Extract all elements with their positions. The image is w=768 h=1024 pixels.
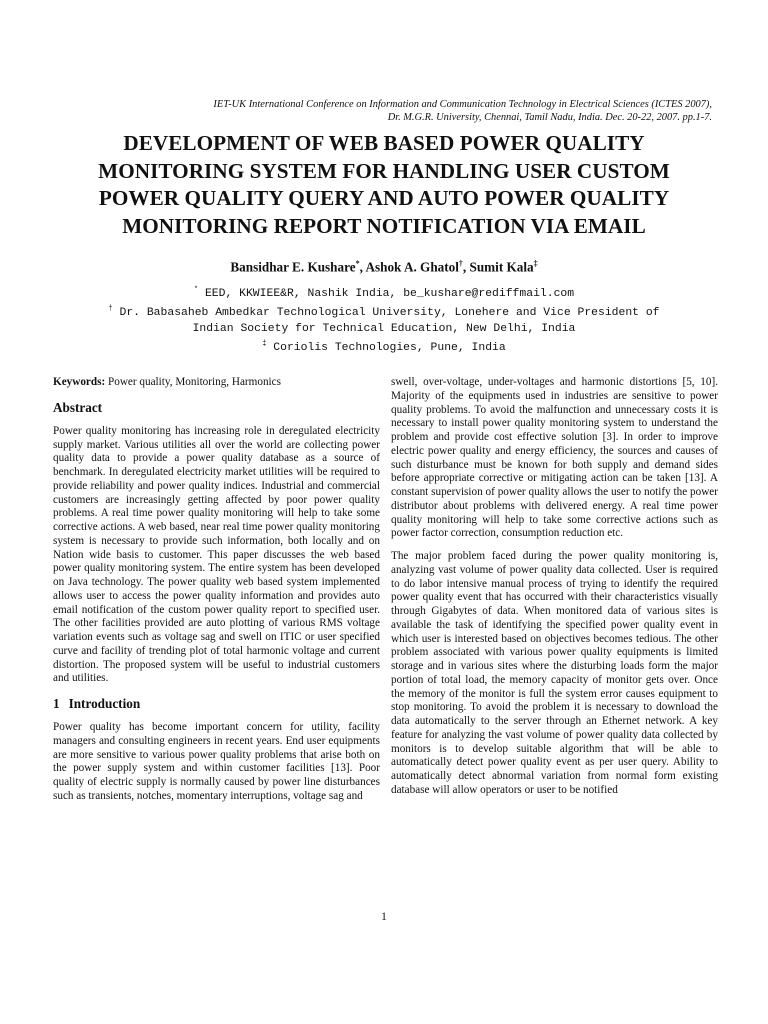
page-number: 1 xyxy=(381,911,387,923)
conference-line-1: IET-UK International Conference on Information and Communication Technology in Electrical Sciences (ICTES 2007), xyxy=(213,99,712,110)
affiliation-mark: ‡ xyxy=(262,340,267,349)
conference-header xyxy=(72,98,712,124)
introduction-paragraph-2: The major problem faced during the power quality monitoring is, analyzing vast volume of power quality data collected. User is required to do labor intensive manual process of trying to identify the required power quality event that has occurred with their characteristics visually through Gigabytes of data. When monitored data of various sites is available the task of identifying the specified power quality event in which user is interested based on objectives becomes tedious. The other problem associated with various power quality equipments is limited storage and in various sites where the disturbing loads form the major portion of total load, the memory capacity of monitor gets over. Once the memory of the monitor is full the system error causes equipment to stop monitoring. To avoid the problem it is necessary to download the data automatically to the server through an Ethernet network. A key feature for analyzing the vast volume of power quality data collected by monitors is to develop suitable algorithm that will be able to automatically detect power quality event as per user query. Ability to automatically detect abnormal variation from normal form existing database will allow operators or user to be notified xyxy=(391,550,718,796)
affiliation-text: EED, KKWIEE&R, Nashik India, be_kushare@rediffmail.com xyxy=(198,287,575,300)
introduction-paragraph-1: Power quality has become important concern for utility, facility managers and consulting engineers in recent years. End user equipments are more sensitive to various power quality problems that arise both on the power supply system and within customer facilities [13]. Poor quality of electric supply is normally caused by power line disturbances such as transients, notches, momentary interruptions, voltage sag and xyxy=(53,721,380,802)
author-mark: * xyxy=(355,259,360,268)
introduction-heading xyxy=(53,696,380,712)
author-list xyxy=(40,256,728,275)
affiliation-line xyxy=(40,337,728,356)
author-name: Sumit Kala xyxy=(469,259,534,275)
abstract-text: Power quality monitoring has increasing role in deregulated electricity supply market. Various utilities all over the world are collecting power quality data to provide a power quality database as a source of benchmark. In deregulated electricity market utilities will be required to provide reliability and power quality indices. Industrial and commercial customers are increasingly getting affected by poor power quality problems. A real time power quality monitoring will help to take some corrective actions. A web based, near real time power quality monitoring system is necessary to provide such information, both locally and on Nation wide basis to customer. This paper discusses the web based power quality monitoring system. The entire system has been developed on Java technology. The power quality web based system implemented allows user to access the power quality information and provides auto email notification of the custom power quality report to specified user. The other facilities provided are auto plotting of various RMS voltage variation events such as voltage sag and swell on ITIC or user specified curve and facility of trending plot of total harmonic voltage and current distortion. The proposed system will be useful to industrial customers and utilities. xyxy=(53,424,380,685)
paper-title xyxy=(40,130,728,240)
keywords-label: Keywords: xyxy=(53,376,106,388)
affiliation-text: Dr. Babasaheb Ambedkar Technological University, Lonehere and Vice President of xyxy=(112,307,660,320)
title-line-2: MONITORING SYSTEM FOR HANDLING USER CUSTOM xyxy=(98,158,670,183)
author-separator: , xyxy=(359,259,366,275)
introduction-paragraph-1-continued: swell, over-voltage, under-voltages and harmonic distortions [5, 10]. Majority of the equipments used in industries are sensitive to power quality problems. To avoid the malfunction and unnecessary costs it is necessary to install power quality monitoring system to understand the problem and provide cost effective solution [3]. In order to improve electric power quality and energy efficiency, the sources and causes of such disturbance must be known for both supply and demand sides before appropriate corrective or mitigating action can be taken [13]. A constant supervision of power quality allows the user to notify the power distributor about problems with delivered energy. A real time power quality monitoring will help to take some corrective actions such as power factor correction, consumption reduction etc. xyxy=(391,376,718,540)
section-number: 1 xyxy=(53,696,60,711)
affiliations xyxy=(40,283,728,356)
title-line-1: DEVELOPMENT OF WEB BASED POWER QUALITY xyxy=(123,131,645,155)
title-line-4: MONITORING REPORT NOTIFICATION VIA EMAIL xyxy=(122,213,646,238)
author-mark: ‡ xyxy=(533,259,538,268)
right-column xyxy=(391,376,718,798)
affiliation-line xyxy=(40,283,728,302)
affiliation-mark: † xyxy=(108,305,113,314)
author-separator: , xyxy=(462,259,470,275)
affiliation-line xyxy=(40,322,728,338)
section-title: Introduction xyxy=(68,696,141,711)
author-mark: † xyxy=(458,259,463,268)
affiliation-line xyxy=(40,302,728,321)
conference-line-2: Dr. M.G.R. University, Chennai, Tamil Nadu, India. Dec. 20-22, 2007. pp.1-7. xyxy=(387,112,712,123)
affiliation-text: Indian Society for Technical Education, New Delhi, India xyxy=(192,322,576,335)
author-name: Bansidhar E. Kushare xyxy=(230,259,356,275)
author-name: Ashok A. Ghatol xyxy=(365,259,459,275)
title-line-3: POWER QUALITY QUERY AND AUTO POWER QUALITY xyxy=(98,186,670,210)
affiliation-text: Coriolis Technologies, Pune, India xyxy=(266,341,506,354)
keywords xyxy=(53,376,380,390)
affiliation-mark: * xyxy=(193,286,199,294)
left-column xyxy=(53,376,380,804)
abstract-heading: Abstract xyxy=(53,399,103,415)
keywords-text: Power quality, Monitoring, Harmonics xyxy=(105,376,281,388)
